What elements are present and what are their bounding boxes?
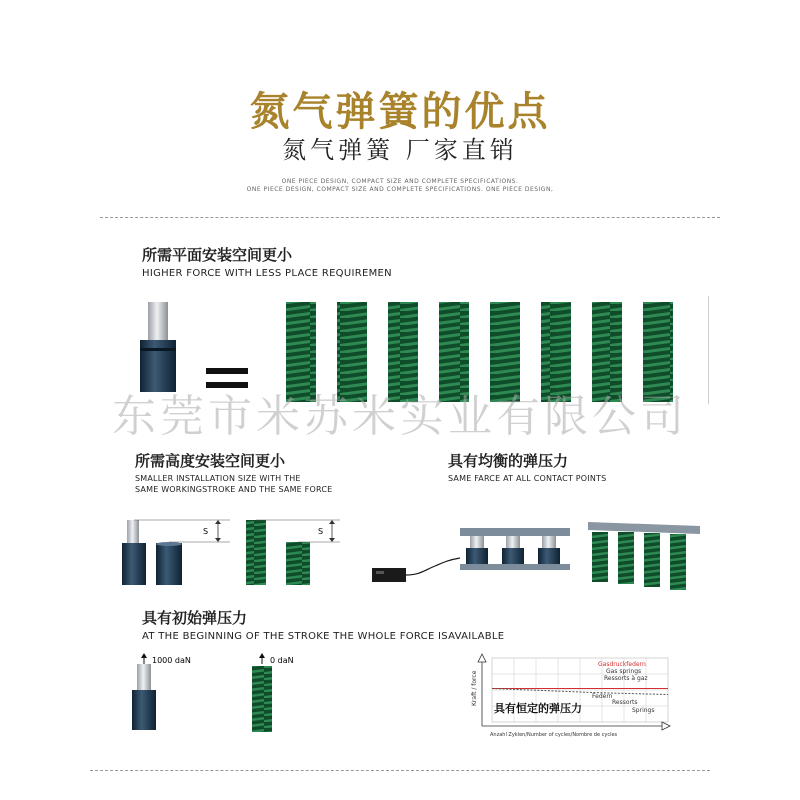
chart-legend-gas: [598, 661, 648, 682]
section4-title-en: AT THE BEGINNING OF THE STROKE THE WHOLE FORCE ISAVAILABLE: [142, 631, 505, 642]
manifold-plate-icon: [460, 528, 570, 570]
section4-title-cn: 具有初始弹压力: [142, 609, 248, 627]
section2-title-en-2: SAME WORKINGSTROKE AND THE SAME FORCE: [135, 485, 333, 494]
legend-spring-1: Federn: [592, 693, 613, 700]
chart-overlay-cn: 具有恒定的弹压力: [494, 702, 582, 715]
section1-title-en: HIGHER FORCE WITH LESS PLACE REQUIREMEN: [142, 268, 392, 279]
coil-spring-short-icon: [286, 542, 310, 585]
gas-spring-short-icon: [156, 542, 182, 585]
chart-y-axis-label: Kraft / force: [471, 670, 478, 706]
legend-spring-3: Springs: [632, 707, 655, 714]
section1-title-cn: 所需平面安装空间更小: [142, 246, 293, 264]
section2-3-illustration: [110, 508, 710, 598]
stroke-marker-2: [256, 520, 340, 542]
legend-gas-3: Ressorts à gaz: [604, 675, 648, 682]
legend-gas-2: Gas springs: [606, 668, 642, 675]
initial-force-coil-spring-icon: [252, 653, 294, 732]
initial-force-gas-spring-icon: [132, 653, 191, 730]
section3-title-en: SAME FARCE AT ALL CONTACT POINTS: [448, 474, 607, 483]
legend-gas-1: Gasdruckfedern: [598, 661, 646, 668]
force-cycles-chart: [471, 654, 670, 738]
gas-spring-large-icon: [140, 302, 176, 392]
company-watermark: 东莞市米苏米实业有限公司: [112, 391, 688, 442]
force-label-spring: 0 daN: [270, 656, 294, 665]
control-unit-icon: [372, 558, 460, 582]
chart-x-axis-label: Anzahl Zyklen/Number of cycles/Nombre de cycles: [490, 732, 618, 738]
coil-spring-plate-icon: [588, 522, 700, 590]
divider-top: [100, 217, 720, 218]
stroke-label-s-1: S: [203, 527, 209, 536]
section2-title-en-1: SMALLER INSTALLATION SIZE WITH THE: [135, 474, 301, 483]
legend-spring-2: Ressorts: [612, 699, 638, 706]
force-label-gas: 1000 daN: [152, 656, 191, 665]
page-title: 氮气弹簧的优点: [249, 89, 551, 135]
stroke-label-s-2: S: [318, 527, 324, 536]
tagline-line-2: ONE PIECE DESIGN, COMPACT SIZE AND COMPLETE SPECIFICATIONS. ONE PIECE DESIGN,: [246, 186, 554, 193]
stroke-marker-1: [134, 520, 230, 542]
section2-title-cn: 所需高度安装空间更小: [135, 452, 286, 470]
tagline-line-1: ONE PIECE DESIGN, COMPACT SIZE AND COMPLETE SPECIFICATIONS.: [281, 178, 519, 185]
section4-illustration: [120, 650, 700, 740]
divider-bottom: [90, 770, 710, 771]
section3-title-cn: 具有均衡的弹压力: [448, 452, 569, 470]
coil-spring-tall-icon: [246, 520, 266, 585]
page-subtitle: 氮气弹簧 厂家直销: [282, 136, 518, 164]
gas-spring-tall-icon: [122, 520, 146, 585]
